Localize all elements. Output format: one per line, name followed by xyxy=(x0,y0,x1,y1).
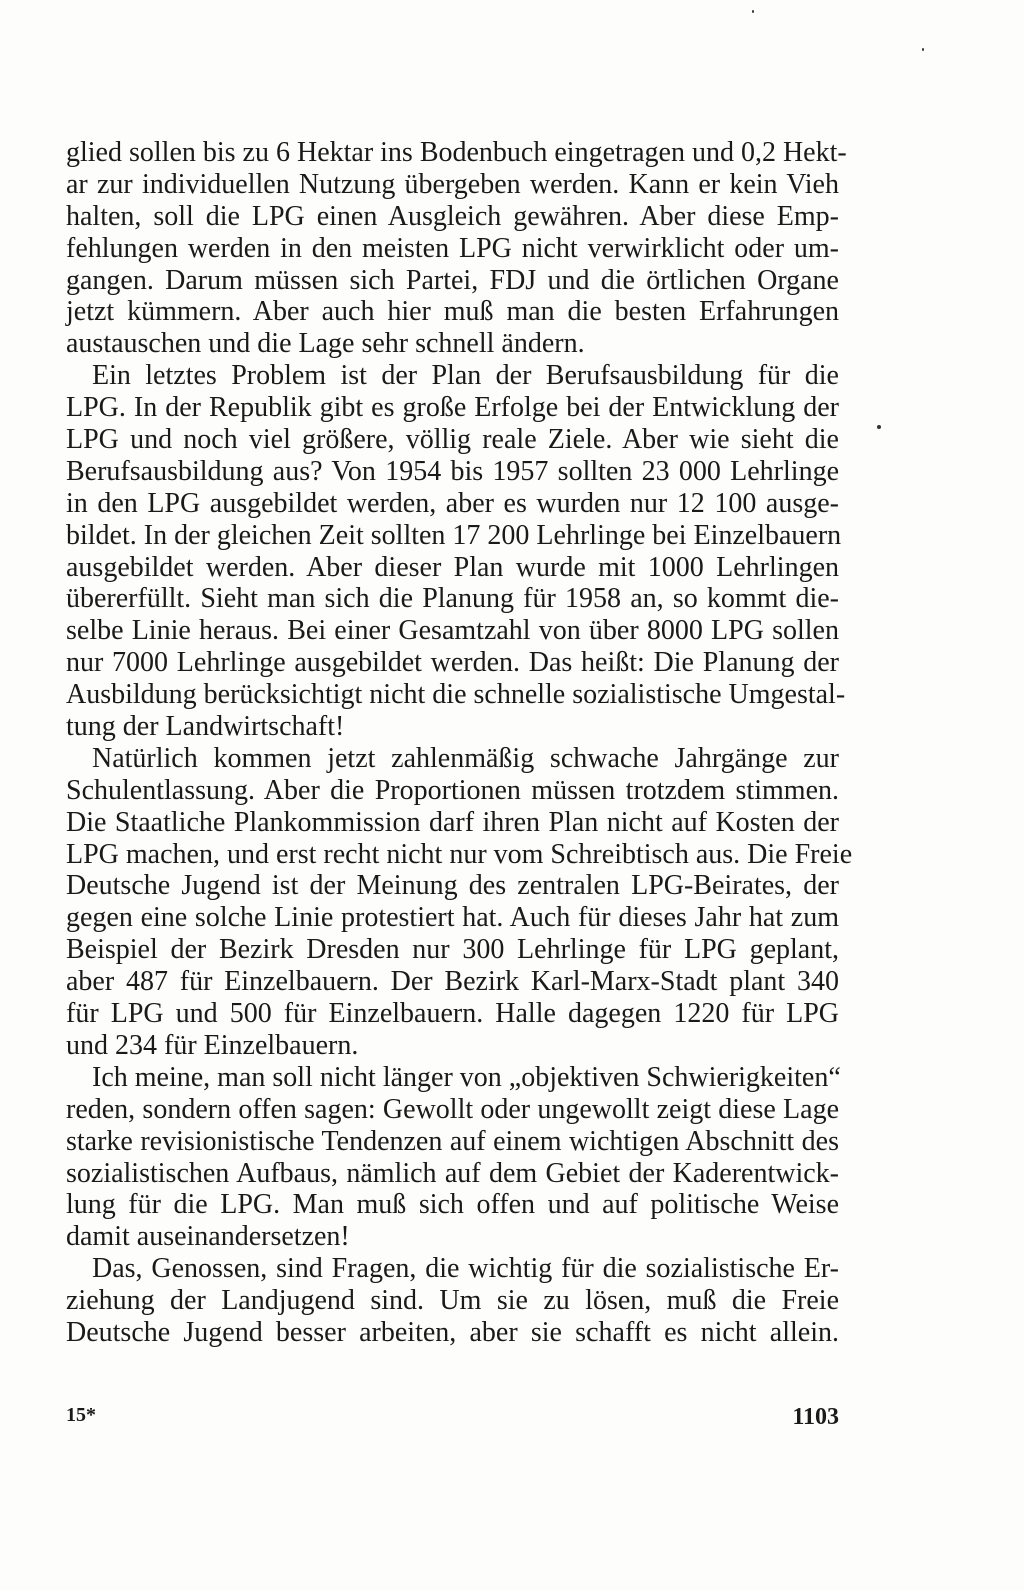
text-line: austauschen und die Lage sehr schnell ändern. xyxy=(66,328,585,360)
paragraph-1 xyxy=(66,137,847,360)
text-line: gegen eine solche Linie protestiert hat. Auch für dieses Jahr hat zum xyxy=(66,902,839,934)
text-line: Natürlich kommen jetzt zahlenmäßig schwache Jahrgänge zur xyxy=(92,742,839,774)
text-line: Ich meine, man soll nicht länger von „objektiven Schwierigkeiten“ xyxy=(92,1061,841,1093)
text-line: tung der Landwirtschaft! xyxy=(66,711,345,743)
text-line: aber 487 für Einzelbauern. Der Bezirk Karl-Marx-Stadt plant 340 xyxy=(66,966,839,998)
text-line: Schulentlassung. Aber die Proportionen müssen trotzdem stimmen. xyxy=(66,774,839,806)
paragraph-3 xyxy=(66,742,853,1062)
text-line: Deutsche Jugend besser arbeiten, aber sie schafft es nicht allein. xyxy=(66,1316,839,1348)
text-line: gangen. Darum müssen sich Partei, FDJ und die örtlichen Organe xyxy=(66,264,839,296)
text-line: LPG. In der Republik gibt es große Erfolge bei der Entwicklung der xyxy=(66,392,839,424)
text-line: ziehung der Landjugend sind. Um sie zu lösen, muß die Freie xyxy=(66,1285,839,1317)
text-line: Berufsausbildung aus? Von 1954 bis 1957 sollten 23 000 Lehrlinge xyxy=(66,455,839,487)
text-line: für LPG und 500 für Einzelbauern. Halle dagegen 1220 für LPG xyxy=(66,998,839,1030)
text-line: übererfüllt. Sieht man sich die Planung für 1958 an, so kommt die- xyxy=(66,583,839,615)
text-line: lung für die LPG. Man muß sich offen und auf politische Weise xyxy=(66,1189,839,1221)
text-line: glied sollen bis zu 6 Hektar ins Bodenbuch eingetragen und 0,2 Hekt- xyxy=(66,137,847,168)
text-line: ausgebildet werden. Aber dieser Plan wurde mit 1000 Lehrlingen xyxy=(66,551,839,583)
body-text xyxy=(66,137,853,1349)
text-line: reden, sondern offen sagen: Gewollt oder ungewollt zeigt diese Lage xyxy=(66,1093,839,1125)
text-line: und 234 für Einzelbauern. xyxy=(66,1029,359,1061)
paragraph-5 xyxy=(66,1253,839,1349)
paragraph-4 xyxy=(66,1062,839,1253)
text-line: selbe Linie heraus. Bei einer Gesamtzahl von über 8000 LPG sollen xyxy=(66,615,839,647)
scan-speck xyxy=(877,425,881,429)
text-line: Deutsche Jugend ist der Meinung des zentralen LPG-Beirates, der xyxy=(66,870,839,902)
page-number: 1103 xyxy=(792,1404,839,1430)
text-line: LPG und noch viel größere, völlig reale Ziele. Aber wie sieht die xyxy=(66,424,839,456)
text-line: Ausbildung berücksichtigt nicht die schnelle sozialistische Umgestal- xyxy=(66,679,846,711)
printer-signature-mark: 15* xyxy=(66,1404,96,1426)
text-line: halten, soll die LPG einen Ausgleich gewähren. Aber diese Emp- xyxy=(66,200,839,232)
text-line: in den LPG ausgebildet werden, aber es wurden nur 12 100 ausge- xyxy=(66,487,839,519)
paragraph-2 xyxy=(66,360,846,743)
text-line: damit auseinandersetzen! xyxy=(66,1221,350,1253)
text-line: ar zur individuellen Nutzung übergeben werden. Kann er kein Vieh xyxy=(66,168,839,200)
text-line: Beispiel der Bezirk Dresden nur 300 Lehrlinge für LPG geplant, xyxy=(66,934,839,966)
text-line: nur 7000 Lehrlinge ausgebildet werden. Das heißt: Die Planung der xyxy=(66,647,839,679)
text-line: LPG machen, und erst recht nicht nur vom Schreibtisch aus. Die Freie xyxy=(66,838,853,870)
scan-speck xyxy=(922,48,924,51)
text-line: fehlungen werden in den meisten LPG nicht verwirklicht oder um- xyxy=(66,232,839,264)
scan-speck xyxy=(752,10,754,13)
text-line: Das, Genossen, sind Fragen, die wichtig für die sozialistische Er- xyxy=(92,1253,839,1285)
text-line: sozialistischen Aufbaus, nämlich auf dem Gebiet der Kaderentwick- xyxy=(66,1157,839,1189)
page-footer xyxy=(66,1404,839,1434)
text-line: bildet. In der gleichen Zeit sollten 17 200 Lehrlinge bei Einzelbauern xyxy=(66,519,842,551)
text-line: starke revisionistische Tendenzen auf einem wichtigen Abschnitt des xyxy=(66,1125,839,1157)
text-line: Ein letztes Problem ist der Plan der Berufsausbildung für die xyxy=(92,360,839,392)
text-line: jetzt kümmern. Aber auch hier muß man die besten Erfahrungen xyxy=(66,296,839,328)
text-line: Die Staatliche Plankommission darf ihren Plan nicht auf Kosten der xyxy=(66,806,839,838)
